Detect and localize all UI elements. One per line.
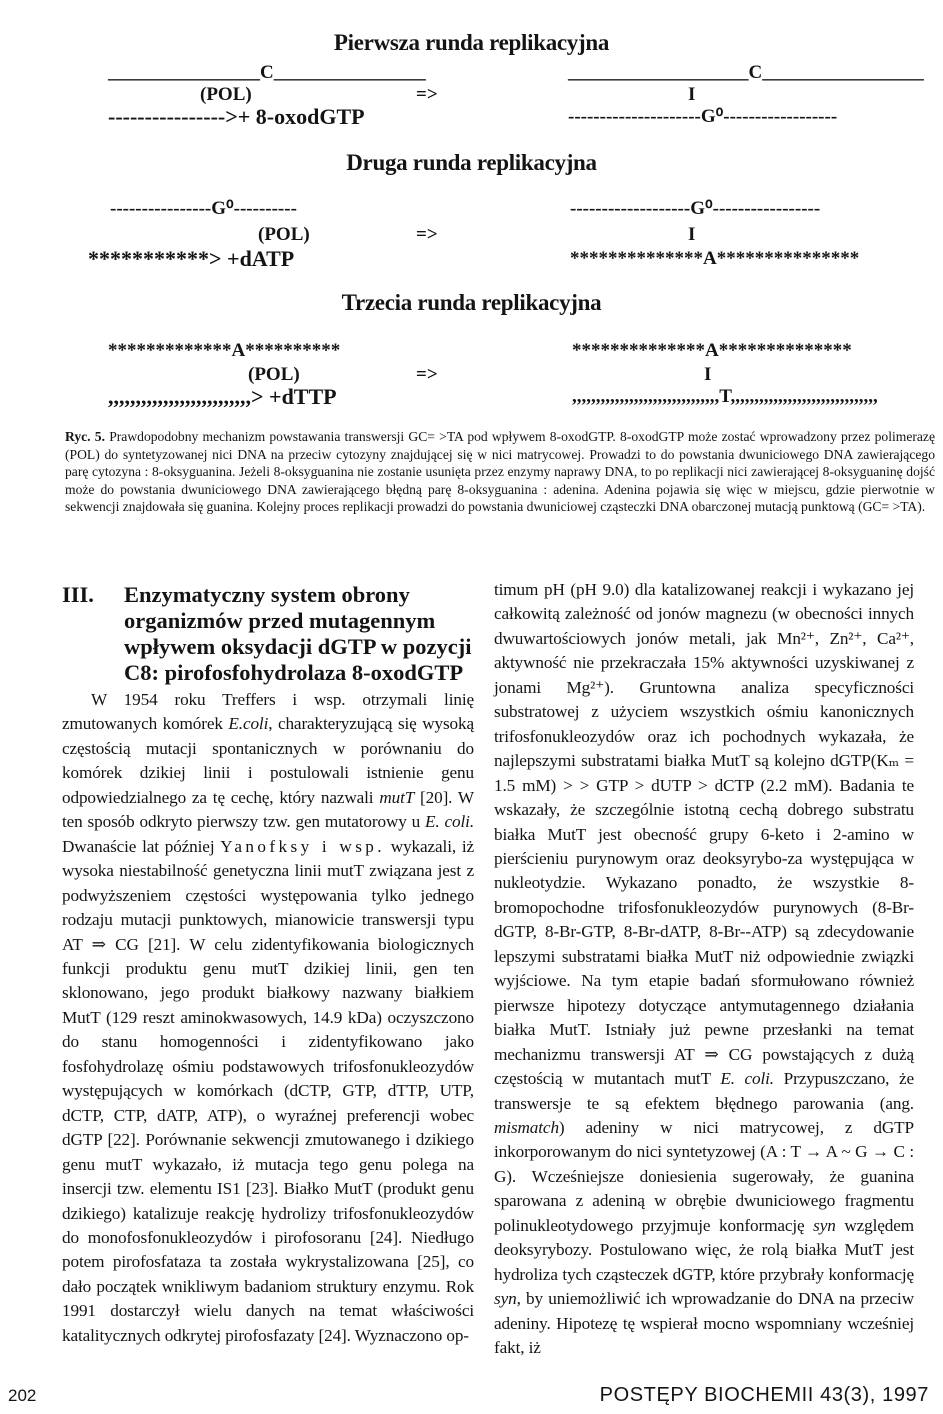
text-run: wykazali, iż wysoka niestabilność genetyczna linii mutT związana jest z podwyższeniem częstości występowania tylko jednego rodzaju mutacji punktowych, mianowicie transwersji typu AT ⇒ CG [21]. W celu zidentyfikowania biologicznych funkcji produktu genu mutT dzikiej linii, gen ten sklonowano, jego produkt białkowy nazwany białkiem MutT (129 reszt aminokwasowych, 14.9 kDa) oczyszczono do stanu homogenności i zidentyfikowano jako fosfohydrolazę ośmiu podstawowych trifosfonukleozydów występujących w komórkach (dCTP, GTP, dTTP, UTP, dCTP, CTP, dATP, ATP), o wyraźnej preferencji wobec dGTP [22]. Porównanie sekwencji zmutowanego i dzikiego genu mutT wykazało, iż mutacja tego genu polega na insercji tzw. elementu IS1 [23]. Białko MutT (produkt genu dzikiego) katalizuje reakcję hydrolizy trifosfonukleozydów do monofosfonukleozydów i pirofosoranu [24]. Niedługo potem pirofosfataza ta została wykrystalizowana [25], co dało początek wnikliwym badaniom struktury enzymu. Rok 1991 dostarczył wielu danych na temat właściwości katalitycznych odkrytej pirofosfazaty [24]. Wyznaczono op- [62, 836, 475, 1345]
r3-right-line2: I [704, 364, 712, 385]
r2-left-line2: (POL) [258, 224, 310, 245]
r3-left-line2: (POL) [248, 364, 300, 385]
r3-arrow: => [416, 364, 438, 385]
right-paragraph [494, 578, 914, 1361]
page-number: 202 [8, 1386, 37, 1405]
text-run: timum pH (pH 9.0) dla katalizowanej reakcji i wykazano jej całkowitą zależność od jonów magnezu (w obecności innych dwuwartościowych jonów metali, jak Mn²⁺, Zn²⁺, Ca²⁺, aktywność nie przekraczała 15% aktywności uzyskiwanej z jonami Mg²⁺). Gruntowna analiza specyficzności substratowej z użyciem wszystkich ośmiu kanonicznych trifosfonukleozydów oraz ich pochodnych wykazała, że najlepszymi substratami białka MutT są kolejno dGTP(Kₘ = 1.5 mM) > > GTP > dUTP > dCTP (2.2 mM). Badania te wskazały, że szczególnie istotną cechą dobrego substratu białka MutT jest obecność grupy 6-keto i 2-amino w pierścieniu purynowym oraz deoksyrybo-za występująca w nukleotydzie. Wykazano ponadto, że wszystkie 8-bromopochodne trifosfonukleozydów purynowych (8-Br-dGTP, 8-Br-GTP, 8-Br-dATP, 8-Br--ATP) są zdecydowanie lepszymi substratami białka MutT niż odpowiednie związki wyjściowe. Na tym etapie badań sformułowano również pierwsze hipotezy dotyczące antymutagennego działania białka MutT. Istniały już pewne przesłanki na temat mechanizmu transwersji AT ⇒ CG powstających z dużą częstością w mutantach mutT [494, 580, 914, 1089]
left-paragraph [62, 688, 474, 1348]
text-run: Dwanaście lat później [62, 836, 221, 856]
replication-figure [0, 0, 943, 420]
r3-left-line3: ,,,,,,,,,,,,,,,,,,,,,,,,,,> +dTTP [108, 384, 337, 409]
r1-right-line1: ___________________C_________________ [568, 62, 924, 83]
text-run: Przypuszczano, że transwersje te są efektem błędnego parowania (ang. [494, 1069, 915, 1113]
section-number: III. [62, 582, 94, 607]
r1-arrow: => [416, 84, 438, 105]
r2-right-line3: **************A*************** [570, 248, 860, 269]
r1-left-line1: ________________C________________ [108, 62, 426, 83]
text-run: [20]. W ten sposób odkryto pierwszy tzw. gen mutatorowy u [62, 787, 475, 832]
text-run: ) adeniny w nici matrycowej, z dGTP inkorporowanym do nici syntetyzowej (A : T → A ~ G → C : G). Wcześniejsze doniesienia sugerowały, że guanina sparowana z adeniną w obrębie dwuniciowego fragmentu polinukleotydowego przyjmuje konformację [494, 1117, 914, 1235]
r1-right-line3: ---------------------G⁰------------------ [568, 106, 838, 127]
italic-run: syn [813, 1215, 836, 1235]
figure-caption [65, 428, 935, 516]
r1-left-line3: ---------------->+ 8-oxodGTP [108, 104, 365, 129]
italic-run: mismatch [494, 1117, 559, 1137]
r2-left-line3: ***********> +dATP [88, 246, 295, 271]
italic-run: E.coli [228, 714, 269, 734]
caption-label: Ryc. 5. [65, 429, 105, 444]
r3-left-line1: *************A********** [108, 340, 341, 361]
round3-title: Trzecia runda replikacyjna [341, 290, 602, 315]
text-run: względem deoksyrybozy. Postulowano więc, że rolą białka MutT jest hydroliza tych cząsteczek dGTP, które przybrały konformację [494, 1215, 914, 1284]
r2-right-line1: -------------------G⁰----------------- [570, 198, 821, 219]
round1-title: Pierwsza runda replikacyjna [333, 30, 610, 55]
r2-arrow: => [416, 224, 438, 245]
r3-right-line3: ,,,,,,,,,,,,,,,,,,,,,,,,,,,,,,,T,,,,,,,,,,,,,,,,,,,,,,,,,,,,,,, [572, 386, 878, 407]
italic-run: syn [494, 1289, 517, 1309]
r2-right-line2: I [688, 224, 696, 245]
r2-left-line1: ----------------G⁰---------- [110, 198, 297, 219]
round2-title: Druga runda replikacyjna [346, 150, 597, 175]
text-run: , by uniemożliwić ich wprowadzanie do DNA na przeciw adeniny. Hipotezę tę wspierał mocno wspomniany wcześniej fakt, iż [494, 1289, 914, 1358]
italic-run: E. coli. [425, 812, 474, 832]
left-column [62, 688, 474, 1348]
r3-right-line1: **************A************** [572, 340, 852, 361]
right-column [494, 578, 914, 1361]
journal-footer: POSTĘPY BIOCHEMII 43(3), 1997 [599, 1384, 929, 1406]
text-run: , charakteryzującą się wysoką częstością mutacji spontanicznych w porównaniu do komórek dzikiej linii i postulowali istnienie genu odpowiedzialnego za tę cechę, który nazwali [62, 714, 474, 807]
caption-text: Prawdopodobny mechanizm powstawania transwersji GC= >TA pod wpływem 8-oxodGTP. 8-oxodGTP może zostać wprowadzony przez polimerazę (POL) do syntetyzowanej nici DNA na przeciw cytozyny znajdującej się w nici matrycowej. Prowadzi to do powstania dwuniciowego DNA zawierającego parę cytozyna : 8-oksyguanina. Jeżeli 8-oksyguanina nie zostanie usunięta przez enzymy naprawy DNA, to po replikacji nici zawierającej 8-oksyguaninę dojść może do powstania dwuniciowego DNA zawierającego błędną parę 8-oksyguanina : adenina. Adenina pojawia się więc w miejscu, gdzie pierwotnie w sekwencji znajdowała się guanina. Kolejny proces replikacji prowadzi do powstania dwuniciowej cząsteczki DNA obarczonej mutacją punktową (GC= >TA). [65, 429, 935, 515]
r1-right-line2: I [688, 84, 696, 105]
r1-left-line2: (POL) [200, 84, 252, 105]
italic-run: E. coli. [720, 1069, 774, 1089]
italic-run: mutT [379, 787, 415, 807]
text-run: W 1954 roku Treffers i wsp. otrzymali linię zmutowanych komórek [62, 690, 474, 734]
authors-spaced: Yanofksy i wsp. [220, 836, 385, 856]
section-title: Enzymatyczny system obrony organizmów przed mutagennym wpływem oksydacji dGTP w pozycji C8: pirofosfohydrolaza 8-oxodGTP [124, 582, 472, 685]
